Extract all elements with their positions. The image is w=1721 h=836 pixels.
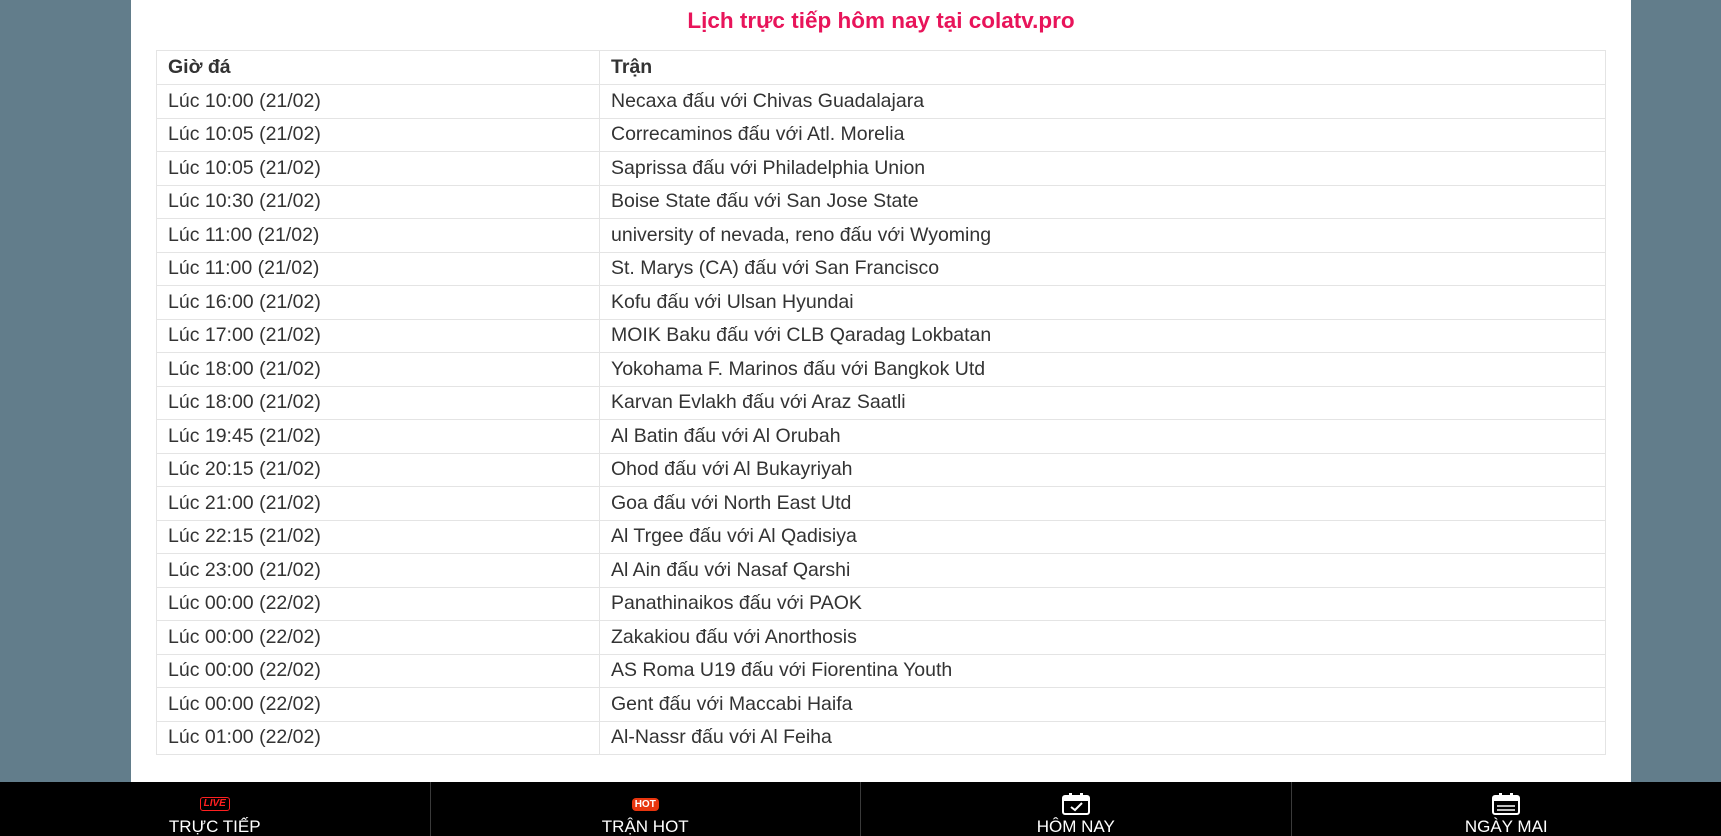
table-row: [157, 219, 1606, 253]
match-name: Kofu đấu với Ulsan Hyundai: [600, 286, 1606, 320]
table-row: [157, 721, 1606, 755]
match-time: Lúc 11:00 (21/02): [157, 219, 600, 253]
nav-live-label: TRỰC TIẾP: [168, 817, 261, 836]
hot-badge: HOT: [632, 798, 659, 811]
match-name: Al-Nassr đấu với Al Feiha: [600, 721, 1606, 755]
calendar-icon: [1491, 793, 1521, 815]
page-title: Lịch trực tiếp hôm nay tại colatv.pro: [687, 8, 1075, 33]
match-name: Yokohama F. Marinos đấu với Bangkok Utd: [600, 353, 1606, 387]
match-time: Lúc 00:00 (22/02): [157, 688, 600, 722]
match-time: Lúc 00:00 (22/02): [157, 654, 600, 688]
match-name: Gent đấu với Maccabi Haifa: [600, 688, 1606, 722]
match-name: university of nevada, reno đấu với Wyoming: [600, 219, 1606, 253]
match-time: Lúc 18:00 (21/02): [157, 386, 600, 420]
match-time: Lúc 23:00 (21/02): [157, 554, 600, 588]
match-name: MOIK Baku đấu với CLB Qaradag Lokbatan: [600, 319, 1606, 353]
schedule-table: [156, 50, 1606, 755]
table-row: [157, 85, 1606, 119]
match-time: Lúc 10:05 (21/02): [157, 152, 600, 186]
hot-icon: [632, 793, 659, 815]
match-name: Saprissa đấu với Philadelphia Union: [600, 152, 1606, 186]
table-row: [157, 185, 1606, 219]
match-name: AS Roma U19 đấu với Fiorentina Youth: [600, 654, 1606, 688]
nav-hot-label: TRẬN HOT: [601, 817, 689, 836]
match-time: Lúc 19:45 (21/02): [157, 420, 600, 454]
match-time: Lúc 10:05 (21/02): [157, 118, 600, 152]
live-badge: LIVE: [200, 797, 230, 811]
match-name: Zakakiou đấu với Anorthosis: [600, 621, 1606, 655]
nav-tomorrow[interactable]: [1292, 782, 1721, 836]
match-time: Lúc 20:15 (21/02): [157, 453, 600, 487]
match-name: Necaxa đấu với Chivas Guadalajara: [600, 85, 1606, 119]
table-header-row: [157, 51, 1606, 85]
schedule-panel: [131, 0, 1631, 782]
match-time: Lúc 10:30 (21/02): [157, 185, 600, 219]
match-name: Panathinaikos đấu với PAOK: [600, 587, 1606, 621]
table-row: [157, 453, 1606, 487]
match-name: Al Batin đấu với Al Orubah: [600, 420, 1606, 454]
nav-hot[interactable]: [431, 782, 862, 836]
match-name: Ohod đấu với Al Bukayriyah: [600, 453, 1606, 487]
match-time: Lúc 11:00 (21/02): [157, 252, 600, 286]
table-row: [157, 386, 1606, 420]
match-name: Goa đấu với North East Utd: [600, 487, 1606, 521]
match-time: Lúc 22:15 (21/02): [157, 520, 600, 554]
table-row: [157, 688, 1606, 722]
nav-live[interactable]: [0, 782, 431, 836]
schedule-body: [157, 85, 1606, 755]
table-row: [157, 587, 1606, 621]
table-row: [157, 420, 1606, 454]
table-row: [157, 520, 1606, 554]
table-row: [157, 487, 1606, 521]
match-time: Lúc 00:00 (22/02): [157, 621, 600, 655]
match-time: Lúc 17:00 (21/02): [157, 319, 600, 353]
table-row: [157, 554, 1606, 588]
table-row: [157, 621, 1606, 655]
match-name: Al Trgee đấu với Al Qadisiya: [600, 520, 1606, 554]
match-name: Karvan Evlakh đấu với Araz Saatli: [600, 386, 1606, 420]
bottom-nav: [0, 782, 1721, 836]
match-name: Al Ain đấu với Nasaf Qarshi: [600, 554, 1606, 588]
live-icon: [200, 793, 230, 815]
match-name: Correcaminos đấu với Atl. Morelia: [600, 118, 1606, 152]
match-time: Lúc 21:00 (21/02): [157, 487, 600, 521]
table-row: [157, 353, 1606, 387]
match-time: Lúc 00:00 (22/02): [157, 587, 600, 621]
nav-tomorrow-label: NGÀY MAI: [1464, 817, 1548, 836]
table-row: [157, 654, 1606, 688]
nav-today[interactable]: [861, 782, 1292, 836]
match-time: Lúc 18:00 (21/02): [157, 353, 600, 387]
calendar-check-icon: [1061, 793, 1091, 815]
match-name: Boise State đấu với San Jose State: [600, 185, 1606, 219]
table-row: [157, 252, 1606, 286]
table-row: [157, 118, 1606, 152]
nav-today-label: HÔM NAY: [1036, 817, 1115, 836]
match-time: Lúc 01:00 (22/02): [157, 721, 600, 755]
match-time: Lúc 10:00 (21/02): [157, 85, 600, 119]
match-time: Lúc 16:00 (21/02): [157, 286, 600, 320]
header-match: Trận: [600, 51, 1606, 85]
table-row: [157, 286, 1606, 320]
header-time: Giờ đá: [157, 51, 600, 85]
table-row: [157, 319, 1606, 353]
table-row: [157, 152, 1606, 186]
match-name: St. Marys (CA) đấu với San Francisco: [600, 252, 1606, 286]
